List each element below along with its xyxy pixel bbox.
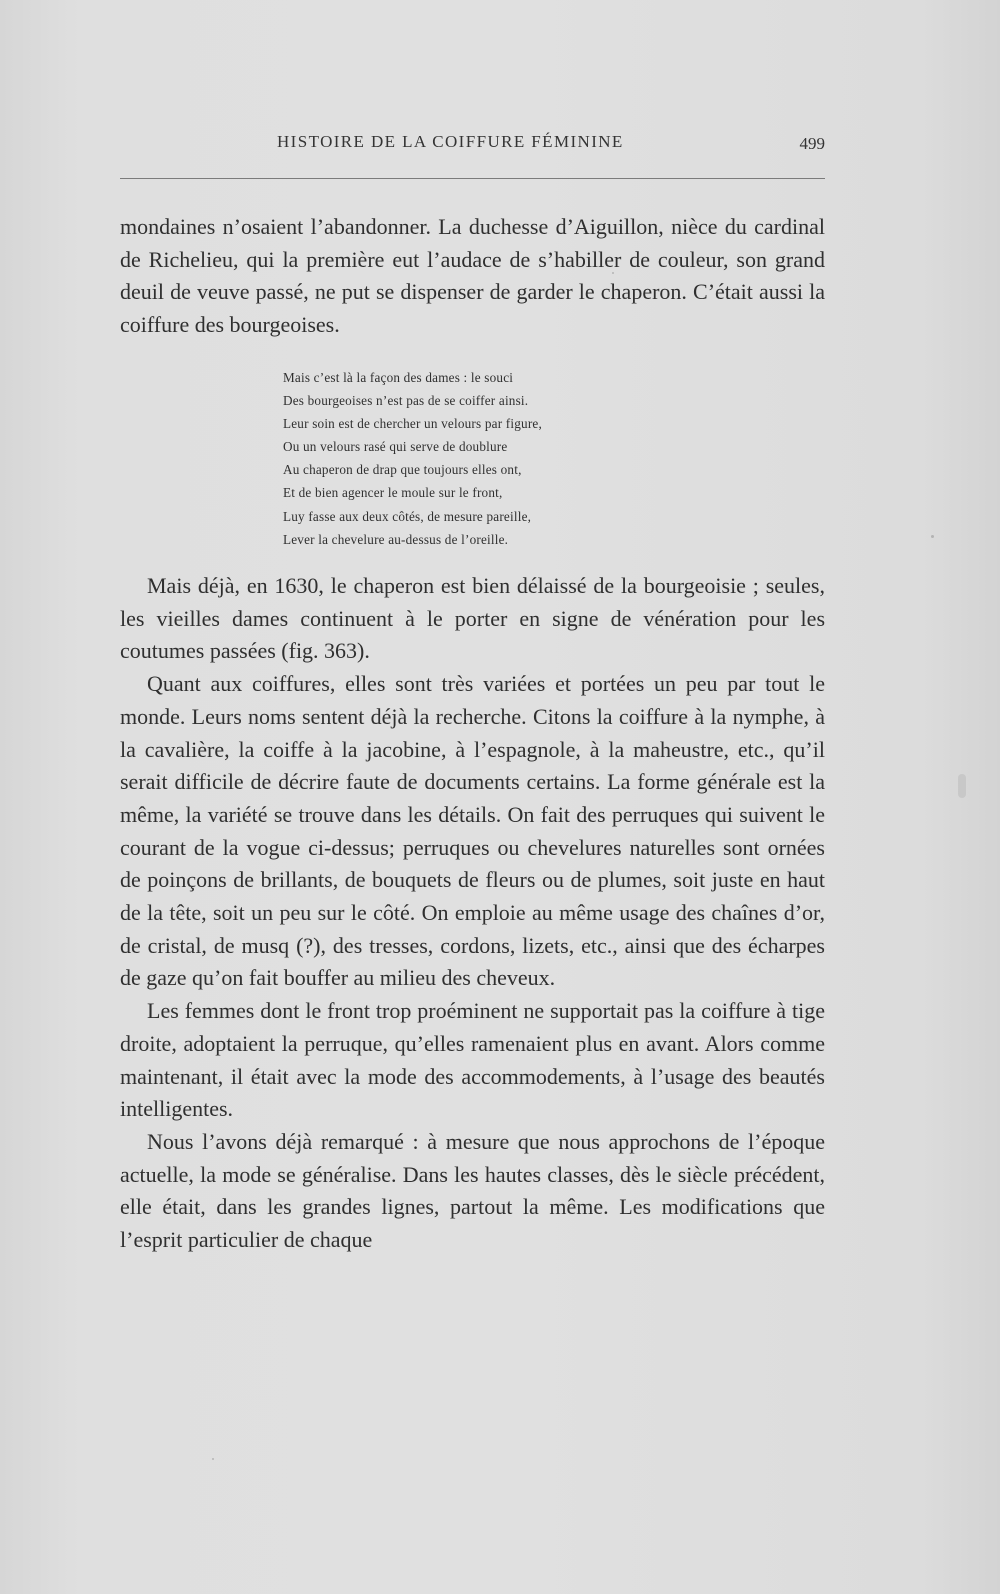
- paper-speck: [212, 1458, 214, 1460]
- paper-speck: [931, 535, 934, 538]
- paragraph: Nous l’avons déjà remarqué : à mesure que nous approchons de l’époque actuelle, la mode se généralise. Dans les hautes classes, dès le siècle précédent, elle était, dans les grandes lignes, partout la même. Les modifications que l’esprit particulier de chaque: [120, 1128, 825, 1253]
- paragraph: Les femmes dont le front trop proéminent ne supportait pas la coiffure à tige droite, adoptaient la perruque, qu’elles ramenaient plus en avant. Alors comme maintenant, il était avec la mode des accommodements, à l’usage des beautés intelligentes.: [120, 998, 825, 1122]
- paragraph: Quant aux coiffures, elles sont très variées et portées un peu par tout le monde. Leurs noms sentent déjà la recherche. Citons la coiffure à la nymphe, à la cavalière, la coiffe à la jacobine, à l’espagnole, à la maheustre, etc., qu’il serait difficile de décrire faute de documents certains. La forme générale est la même, la variété se trouve dans les détails. On fait des perruques qui suivent le courant de la vogue ci-dessus; perruques ou chevelures naturelles sont ornées de poinçons de brillants, de bouquets de fleurs ou de plumes, soit juste en haut de la tête, soit un peu sur le côté. On emploie au même usage des chaînes d’or, de cristal, de musq (?), des tresses, cordons, lizets, etc., ainsi que des écharpes de gaze qu’on fait bouffer au milieu des cheveux.: [120, 671, 825, 991]
- paragraph: Mais déjà, en 1630, le chaperon est bien délaissé de la bourgeoisie ; seules, les vieilles dames continuent à le porter en signe de vénération pour les coutumes passées (fig. 363).: [120, 573, 825, 664]
- paper-mark: [958, 774, 966, 798]
- opening-paragraph: mondaines n’osaient l’abandonner. La duchesse d’Aiguillon, nièce du cardinal de Richelieu, qui la première eut l’audace de s’habiller de couleur, son grand deuil de veuve passé, ne put se dispenser de garder le chaperon. C’était aussi la coiffure des bourgeoises.: [120, 214, 825, 338]
- main-text-block: [120, 570, 825, 1257]
- page-header: [120, 132, 825, 162]
- header-rule: [120, 178, 825, 179]
- verse-line: Mais c’est là la façon des dames : le souci: [283, 370, 514, 385]
- verse-line: Luy fasse aux deux côtés, de mesure pareille,: [283, 508, 532, 524]
- verse-line: Ou un velours rasé qui serve de doublure: [283, 439, 508, 455]
- paper-speck: [612, 272, 614, 274]
- verse-line: Lever la chevelure au-dessus de l’oreille.: [283, 531, 509, 547]
- verse-line: Et de bien agencer le moule sur le front,: [283, 485, 503, 501]
- verse-line: Au chaperon de drap que toujours elles ont,: [283, 462, 522, 478]
- opening-paragraph-block: [120, 211, 825, 342]
- verse-line: Leur soin est de chercher un velours par figure,: [283, 416, 542, 432]
- verse-quotation: [283, 366, 633, 551]
- page-number: 499: [799, 134, 825, 153]
- running-title: HISTOIRE DE LA COIFFURE FÉMININE: [277, 132, 624, 151]
- verse-line: Des bourgeoises n’est pas de se coiffer ainsi.: [283, 393, 529, 409]
